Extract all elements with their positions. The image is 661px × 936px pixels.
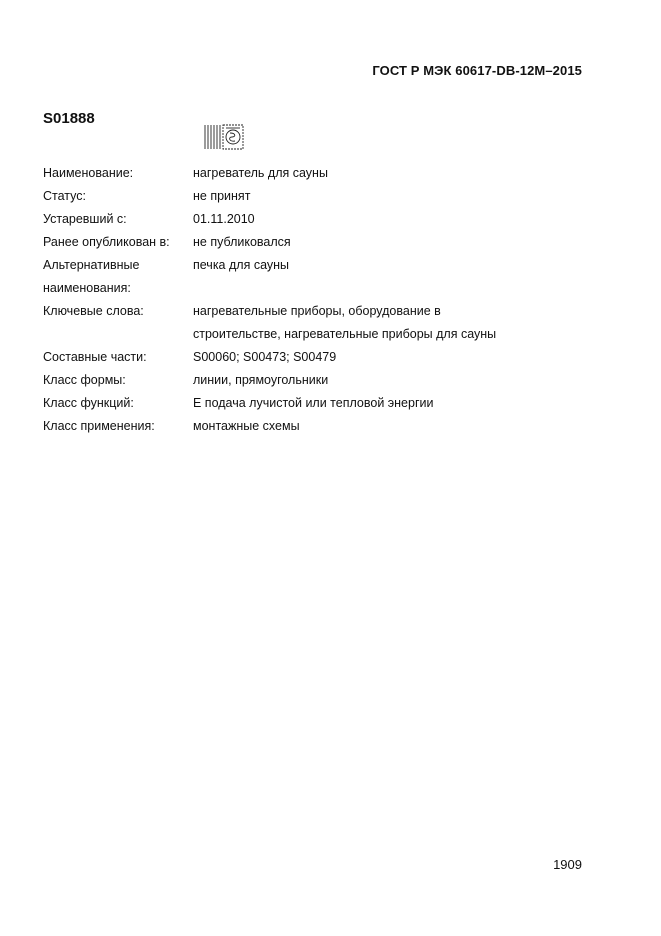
field-value: линии, прямоугольники	[193, 373, 329, 387]
field-value: не публиковался	[193, 235, 291, 249]
field-label: Ранее опубликован в:	[43, 235, 170, 249]
field-value: монтажные схемы	[193, 419, 300, 433]
field-value: S00060; S00473; S00479	[193, 350, 337, 364]
field-label: Составные части:	[43, 350, 147, 364]
field-label-line-1: Альтернативные	[43, 258, 140, 272]
field-value: нагреватель для сауны	[193, 166, 328, 180]
field-keywords	[43, 300, 603, 346]
field-label: Наименование:	[43, 166, 134, 180]
field-label: Класс функций:	[43, 396, 134, 410]
field-alternative	[43, 254, 603, 300]
field-published	[43, 231, 603, 254]
field-value-line-2: строительстве, нагревательные приборы для сауны	[193, 327, 497, 341]
field-label: Класс формы:	[43, 373, 126, 387]
field-value-line-1: нагревательные приборы, оборудование в	[193, 304, 441, 318]
sauna-heater-symbol-icon	[204, 124, 244, 150]
attribute-list	[43, 162, 603, 438]
field-label: Устаревший с:	[43, 212, 127, 226]
field-label: Класс применения:	[43, 419, 155, 433]
field-function-class	[43, 392, 603, 415]
field-name	[43, 162, 603, 185]
field-label-line-2: наименования:	[43, 281, 131, 295]
field-label	[43, 254, 193, 300]
field-application-class	[43, 415, 603, 438]
field-shape-class	[43, 369, 603, 392]
field-status	[43, 185, 603, 208]
field-label: Статус:	[43, 189, 86, 203]
field-obsolete	[43, 208, 603, 231]
field-value: E подача лучистой или тепловой энергии	[193, 396, 434, 410]
symbol-code: S01888	[43, 110, 95, 127]
field-value: 01.11.2010	[193, 212, 255, 226]
page-number: 1909	[553, 857, 582, 872]
field-label: Ключевые слова:	[43, 304, 144, 318]
document-header: ГОСТ Р МЭК 60617-DB-12M–2015	[372, 63, 582, 78]
field-parts	[43, 346, 603, 369]
field-value: печка для сауны	[193, 258, 290, 272]
field-value	[193, 300, 603, 346]
field-value: не принят	[193, 189, 251, 203]
